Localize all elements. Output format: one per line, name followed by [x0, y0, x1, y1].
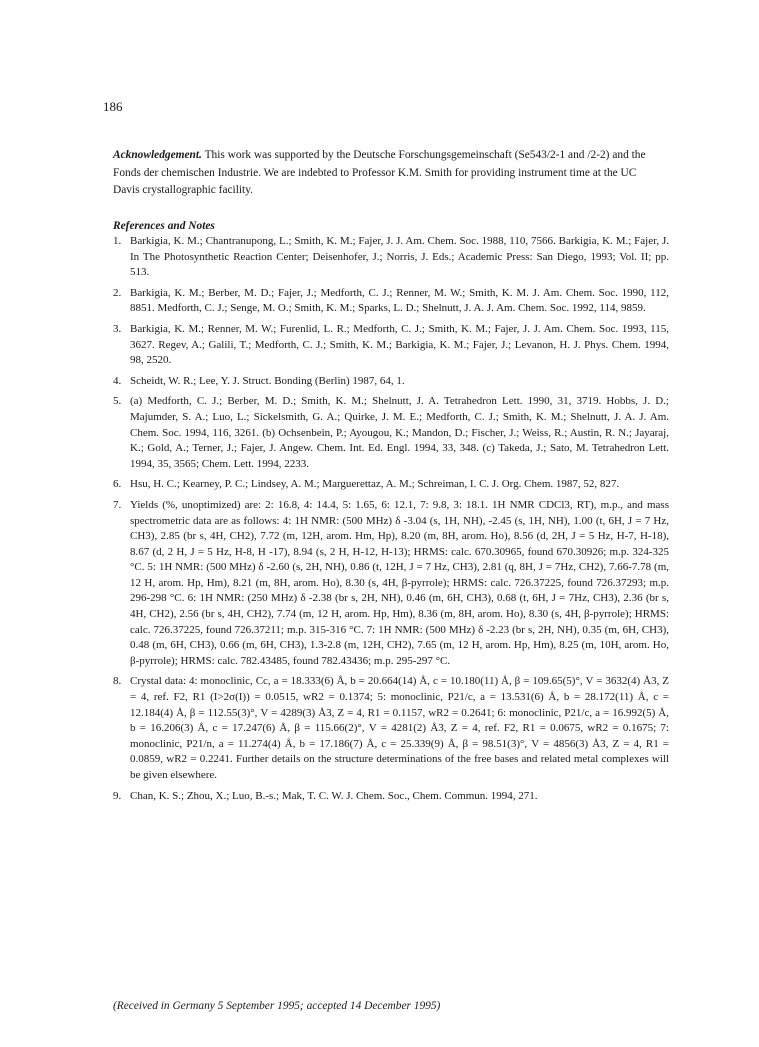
reference-number: 9.	[113, 789, 122, 802]
reference-text: Chan, K. S.; Zhou, X.; Luo, B.-s.; Mak, T. C. W. J. Chem. Soc., Chem. Commun. 1994, 271.	[130, 789, 538, 802]
reference-text: Hsu, H. C.; Kearney, P. C.; Lindsey, A. M.; Marguerettaz, A. M.; Schreiman, I. C. J. Org. Chem. 1987, 52, 827.	[130, 478, 620, 491]
reference-text: Barkigia, K. M.; Berber, M. D.; Fajer, J.; Medforth, C. J.; Renner, M. W.; Smith, K. M. J. Am. Chem. Soc. 1990, 112, 8851. Medforth, C. J.; Senge, M. O.; Smith, K. M.; Sparks, L. D.; Shelnutt, J. A. J. Am. Chem. Soc. 1992, 114, 9859.	[130, 286, 669, 315]
reference-number: 1.	[113, 235, 122, 247]
reference-number: 7.	[113, 498, 122, 511]
references-section	[113, 218, 669, 809]
page-number: 186	[103, 99, 123, 114]
reference-number: 8.	[113, 675, 122, 688]
acknowledgement	[113, 147, 661, 200]
reference-number: 5.	[113, 395, 122, 408]
reference-item	[113, 477, 669, 493]
reference-number: 6.	[113, 478, 122, 491]
reference-item	[113, 498, 669, 670]
reference-item	[113, 374, 669, 390]
reference-item	[113, 322, 669, 369]
reference-item	[113, 286, 669, 317]
reference-number: 3.	[113, 322, 122, 335]
reference-text: Yields (%, unoptimized) are: 2: 16.8, 4: 14.4, 5: 1.65, 6: 12.1, 7: 9.8, 3: 18.1. 1H NMR CDCl3, RT), m.p., and mass spectrometric data are as follows: 4: 1H NMR: (500 MHz) δ -3.04 (s, 1H, NH), -2.45 (s, 1H, NH), 1.00 (t, 6H, J = 7 Hz, CH3), 2.85 (br s, 4H, CH2), 7.72 (m, 12H, arom. Hm, Hp), 8.20 (m, 8H, arom. Ho), 8.56 (d, 2H, J = 5 Hz, H-7, H-18), 8.67 (d, 2 H, J = 5 Hz, H-8, H -17), 8.94 (s, 2 H, H-12, H-13); HRMS: calc. 670.30965, found 670.30926; m.p. 324-325 °C. 5: 1H NMR: (500 MHz) δ -2.60 (s, 2H, NH), 0.86 (t, 12H, J = 7 Hz, CH3), 2.81 (q, 8H, J = 7Hz, CH2), 7.66-7.78 (m, 12 H, arom. Hp, Hm), 8.21 (m, 8H, arom. Ho), 8.30 (s, 4H, β-pyrrole); HRMS: calc. 726.37225, found 726.37293; m.p. 296-298 °C. 6: 1H NMR: (250 MHz) δ -2.38 (br s, 2H, NH), 0.46 (m, 6H, CH3), 0.68 (t, 6H, J = 7Hz, CH3), 2.36 (br s, 4H, CH2), 2.56 (br s, 4H, CH2), 7.74 (m, 12 H, arom. Hp, Hm), 8.36 (m, 8H, arom. Ho), 8.30 (s, 4H, β-pyrrole); HRMS: calc. 726.37225, found 726.37211; m.p. 315-316 °C. 7: 1H NMR: (500 MHz) δ -2.23 (br s, 2H, NH), 0.35 (m, 6H, CH3), 0.48 (m, 6H, CH3), 0.66 (m, 6H, CH3), 1.3-2.8 (m, 12H, CH2), 7.65 (m, 12 H, arom. Hp, Hm), 8.25 (m, 10H, arom. Ho, β-pyrrole); HRMS: calc. 782.43485, found 782.43436; m.p. 295-297 °C.	[130, 498, 669, 667]
reference-text: Barkigia, K. M.; Renner, M. W.; Furenlid, L. R.; Medforth, C. J.; Smith, K. M.; Fajer, J. J. Am. Chem. Soc. 1993, 115, 3627. Regev, A.; Galili, T.; Medforth, C. J.; Smith, K. M.; Barkigia, K. M.; Fajer, J.; Levanon, H. J. Phys. Chem. 1994, 98, 2520.	[130, 322, 669, 367]
received-note: (Received in Germany 5 September 1995; accepted 14 December 1995)	[113, 1000, 441, 1012]
acknowledgement-heading: Acknowledgement.	[113, 149, 202, 161]
reference-text: Crystal data: 4: monoclinic, Cc, a = 18.333(6) Å, b = 20.664(14) Å, c = 10.180(11) Å, β = 109.65(5)°, V = 3632(4) Å3, Z = 4, ref. F2, R1 (I>2σ(I)) = 0.0515, wR2 = 0.1374; 5: monoclinic, P21/c, a = 13.531(6) Å, b = 28.172(11) Å, c = 12.184(4) Å, β = 112.55(3)°, V = 4289(3) Å3, Z = 4, R1 = 0.1157, wR2 = 0.2641; 6: monoclinic, P21/c, a = 16.992(5) Å, b = 16.206(3) Å, c = 17.247(6) Å, β = 115.66(2)°, V = 4281(2) Å3, Z = 4, ref. F2, R1 = 0.0675, wR2 = 0.1675; 7: monoclinic, P21/n, a = 11.274(4) Å, b = 17.186(7) Å, c = 25.339(9) Å, β = 98.51(3)°, V = 4856(3) Å3, Z = 4, R1 = 0.0859, wR2 = 0.2241. Further details on the structure determinations of the free bases and related metal complexes will be given elsewhere.	[130, 675, 669, 781]
reference-item	[113, 674, 669, 783]
acknowledgement-text: This work was supported by the Deutsche Forschungsgemeinschaft (Se543/2-1 and /2-2) and the Fonds der chemischen Industrie. We are indebted to Professor K.M. Smith for providing instrument time at the UC Davis crystallographic facility.	[113, 149, 646, 197]
reference-item	[113, 394, 669, 472]
reference-item	[113, 234, 669, 281]
reference-number: 4.	[113, 374, 122, 387]
reference-text: (a) Medforth, C. J.; Berber, M. D.; Smith, K. M.; Shelnutt, J. A. Tetrahedron Lett. 1990, 31, 3719. Hobbs, J. D.; Majumder, S. A.; Luo, L.; Sickelsmith, G. A.; Quirke, J. M. E.; Medforth, C. J.; Smith, K. M.; Shelnutt, J. A. J. Am. Chem. Soc. 1994, 116, 3261. (b) Ochsenbein, P.; Ayougou, K.; Mandon, D.; Fischer, J.; Weiss, R.; Austin, R. N.; Jayaraj, K.; Gold, A.; Terner, J.; Fajer, J. Angew. Chem. Int. Ed. Engl. 1994, 33, 348. (c) Takeda, J.; Sato, M. Tetrahedron Lett. 1994, 35, 3565; Chem. Lett. 1994, 2233.	[130, 395, 669, 470]
reference-text: Barkigia, K. M.; Chantranupong, L.; Smith, K. M.; Fajer, J. J. Am. Chem. Soc. 1988, 110, 7566. Barkigia, K. M.; Fajer, J. In The Photosynthetic Reaction Center; Deisenhofer, J.; Norris, J. Eds.; Academic Press: San Diego, 1993; Vol. II; pp. 513.	[130, 235, 669, 279]
reference-item	[113, 789, 669, 805]
reference-text: Scheidt, W. R.; Lee, Y. J. Struct. Bonding (Berlin) 1987, 64, 1.	[130, 374, 405, 387]
references-heading: References and Notes	[113, 220, 215, 232]
reference-number: 2.	[113, 286, 122, 299]
